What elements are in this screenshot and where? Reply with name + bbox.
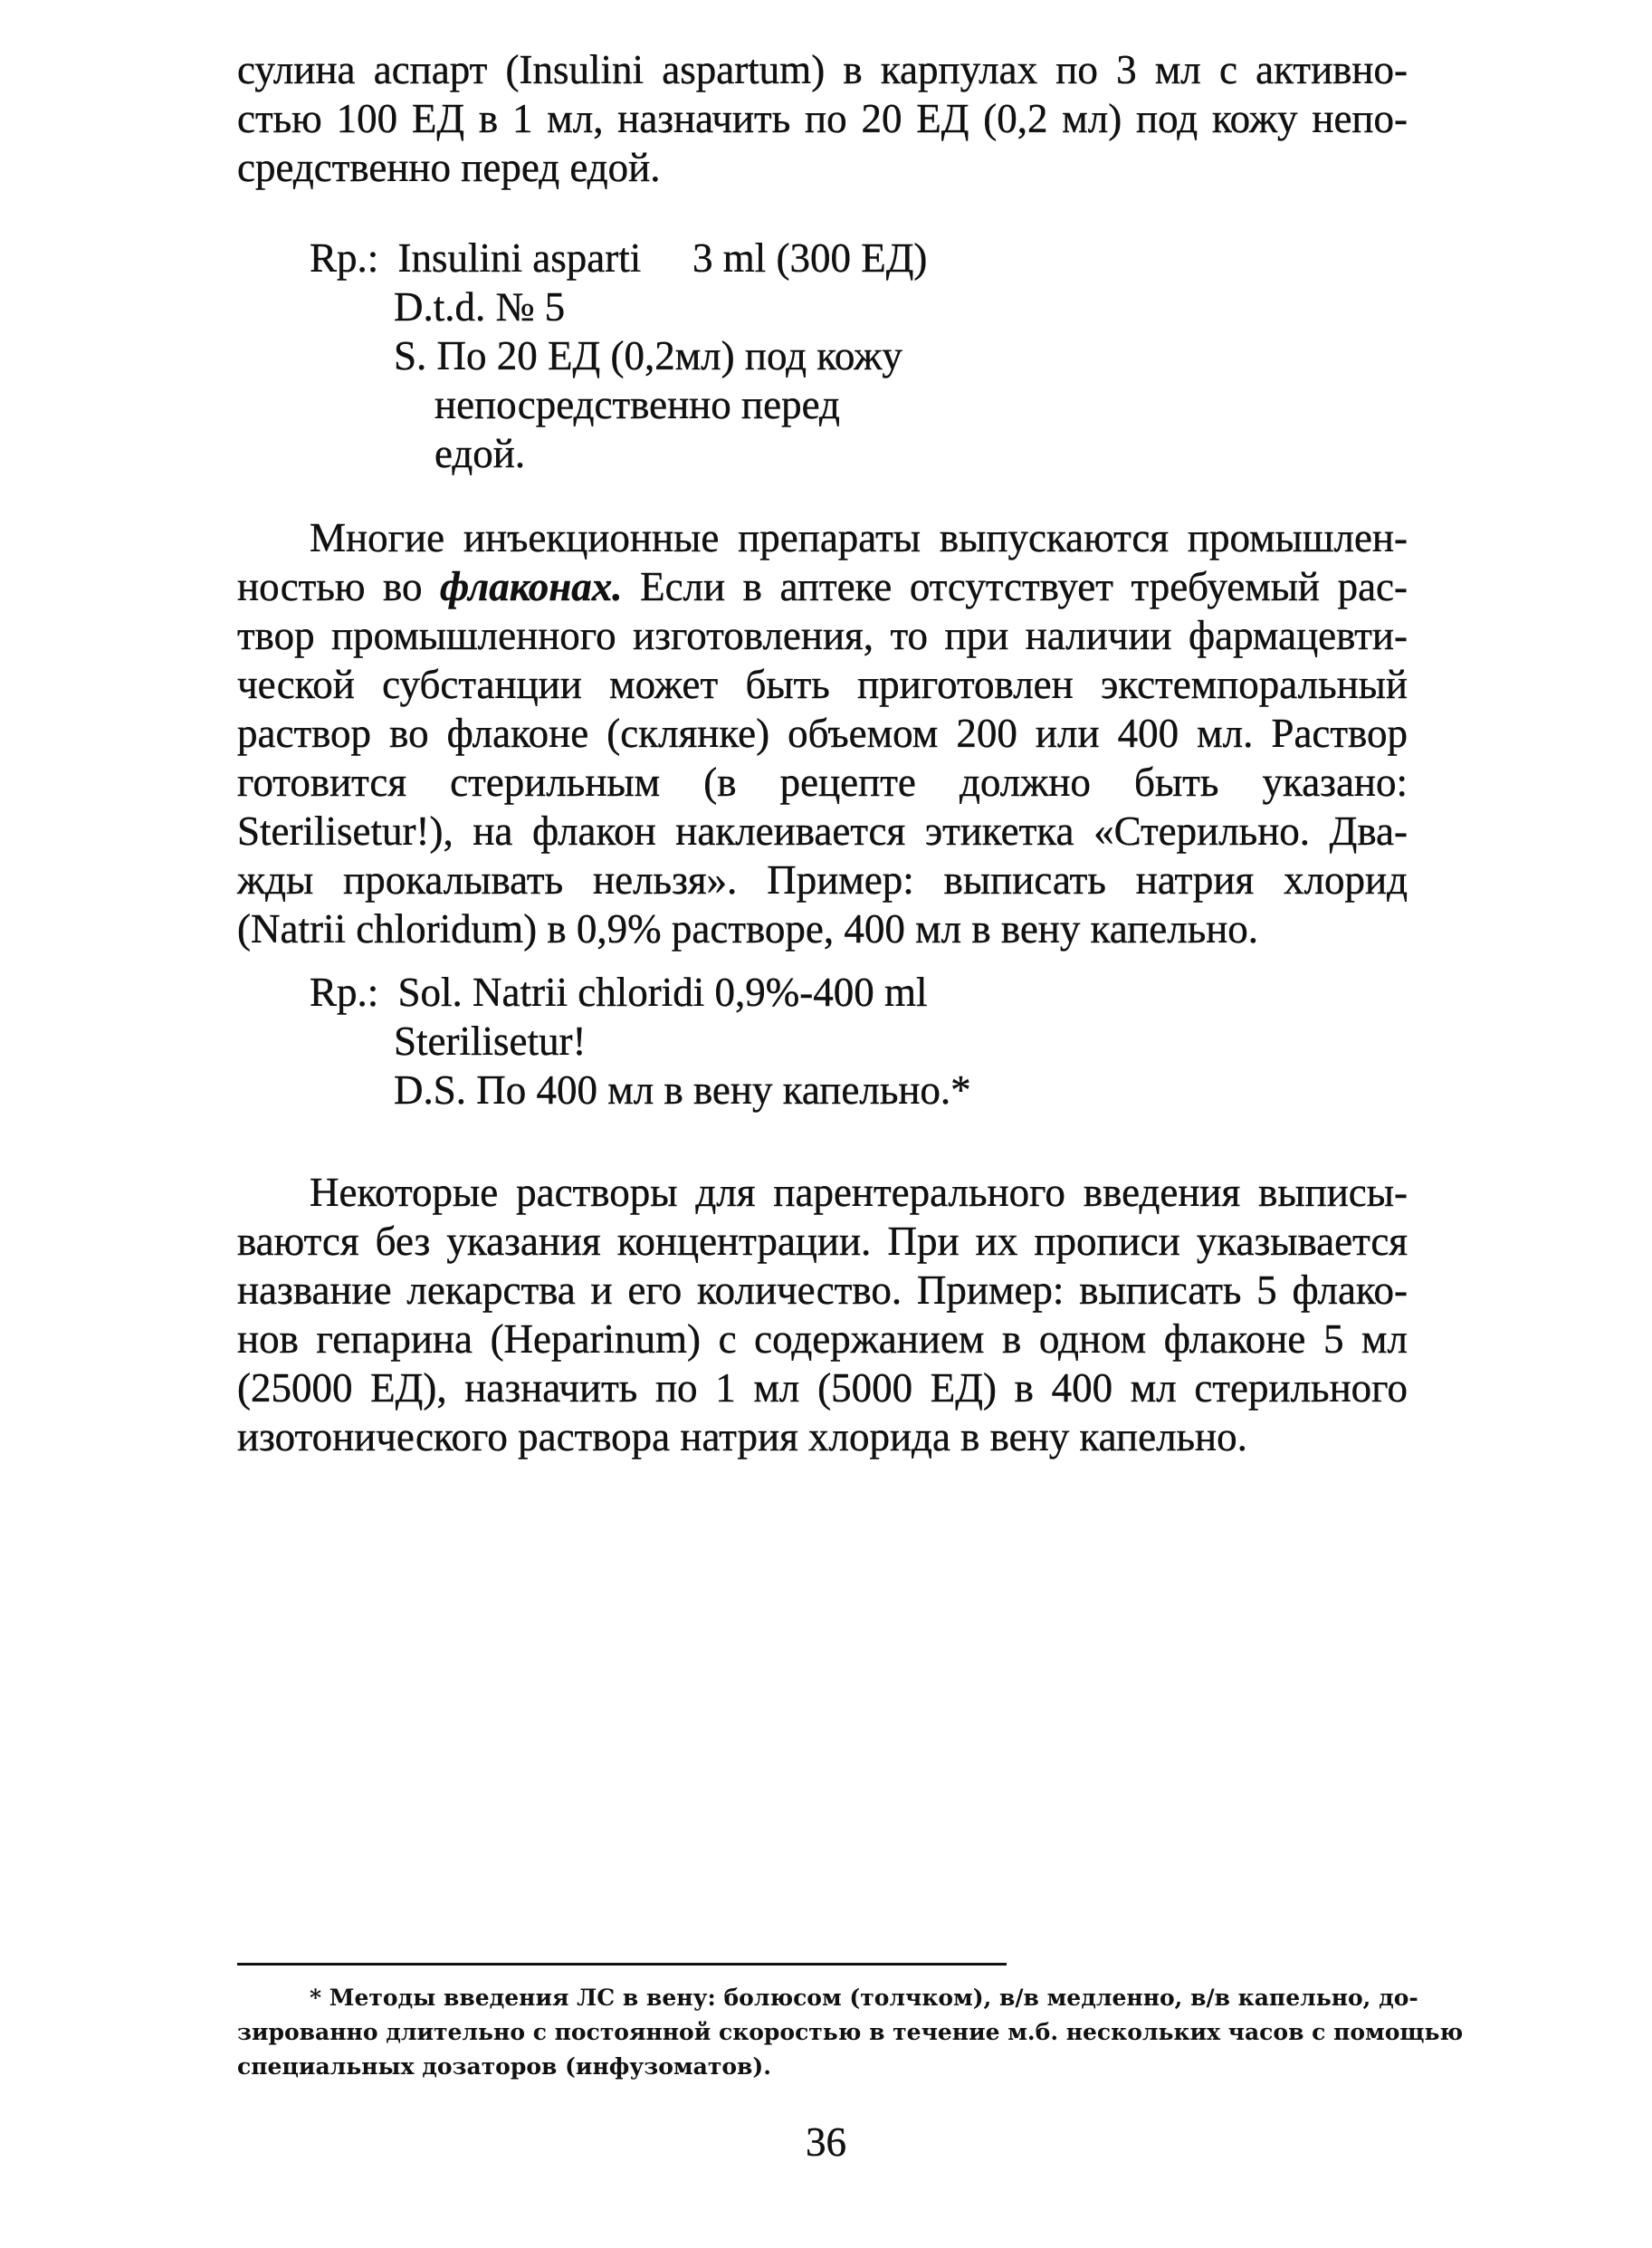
vials-line-6: готовится стерильным (в рецепте должно быть указано: [237,760,1408,805]
vials-emphasis: флаконах. [440,564,623,609]
heparin-line-2: ваются без указания концентрации. При их прописи указывается [237,1219,1408,1264]
footnote-divider [237,1963,1007,1966]
footnote-line-3: специальных дозаторов (инфузоматов). [237,2053,771,2080]
recipe-insulin-row-1 [310,234,1396,282]
vials-line-2 [237,562,1408,611]
heparin-line-3: название лекарства и его количество. Пример: выписать 5 флако- [237,1267,1408,1313]
intro-line-3: средственно перед едой. [237,145,661,190]
page-number: 36 [806,2119,846,2165]
vials-line-9: (Natrii chloridum) в 0,9% растворе, 400 мл в вену капельно. [237,906,1259,952]
heparin-line-6: изотонического раствора натрия хлорида в вену капельно. [237,1414,1247,1459]
recipe-saline-drug: Sol. Natrii chloridi 0,9%-400 ml [397,970,928,1015]
vials-paragraph [237,513,1408,953]
recipe-insulin-amount: 3 ml (300 ЕД) [692,235,928,281]
recipe-insulin-drug: Insulini asparti [397,235,642,281]
footnote-line-1: * Методы введения ЛС в вену: болюсом (толчком), в/в медленно, в/в капельно, до- [310,1985,1418,2011]
intro-paragraph [237,45,1408,192]
vials-line-1: Многие инъекционные препараты выпускаются промышлен- [310,515,1408,560]
vials-line-2-before: ностью во [237,564,441,609]
vials-line-5: раствор во флаконе (склянке) объемом 200 или 400 мл. Раствор [237,711,1408,756]
recipe-saline-sterilisetur: Sterilisetur! [394,1019,587,1064]
recipe-insulin-dtd: D.t.d. № 5 [394,284,566,330]
recipe-saline-row-1 [310,968,1396,1017]
recipe-saline-signa: D.S. По 400 мл в вену капельно.* [394,1067,971,1113]
vials-line-3: твор промышленного изготовления, то при наличии фармацевти- [237,613,1408,658]
rp-label: Rp.: [310,235,379,281]
vials-line-2-after: Если в аптеке отсутствует требуемый рас- [622,564,1408,609]
recipe-insulin-signa-3: едой. [434,431,526,476]
heparin-line-5: (25000 ЕД), назначить по 1 мл (5000 ЕД) в 400 мл стерильного [237,1365,1408,1411]
rp-label: Rp.: [310,970,379,1015]
vials-line-7: Sterilisetur!), на флакон наклеивается этикетка «Стерильно. Два- [237,808,1408,854]
intro-line-2: стью 100 ЕД в 1 мл, назначить по 20 ЕД (0,2 мл) под кожу непо- [237,96,1408,141]
recipe-insulin-signa-2: непосредственно перед [434,382,840,427]
recipe-insulin [310,234,1396,478]
recipe-saline [310,968,1396,1114]
intro-line-1: сулина аспарт (Insulini aspartum) в карпулах по 3 мл с активно- [237,47,1408,92]
vials-line-4: ческой субстанции может быть приготовлен экстемпоральный [237,662,1408,707]
vials-line-8: жды прокалывать нельзя». Пример: выписать натрия хлорид [237,857,1408,903]
heparin-paragraph [237,1168,1408,1461]
recipe-insulin-signa-1: S. По 20 ЕД (0,2мл) под кожу [394,333,902,378]
footnote [237,1981,1464,2084]
footnote-line-2: зированно длительно с постоянной скоростью в течение м.б. нескольких часов с помощью [237,2019,1464,2045]
heparin-line-4: нов гепарина (Heparinum) с содержанием в одном флаконе 5 мл [237,1316,1408,1362]
heparin-line-1: Некоторые растворы для парентерального введения выписы- [310,1170,1408,1215]
